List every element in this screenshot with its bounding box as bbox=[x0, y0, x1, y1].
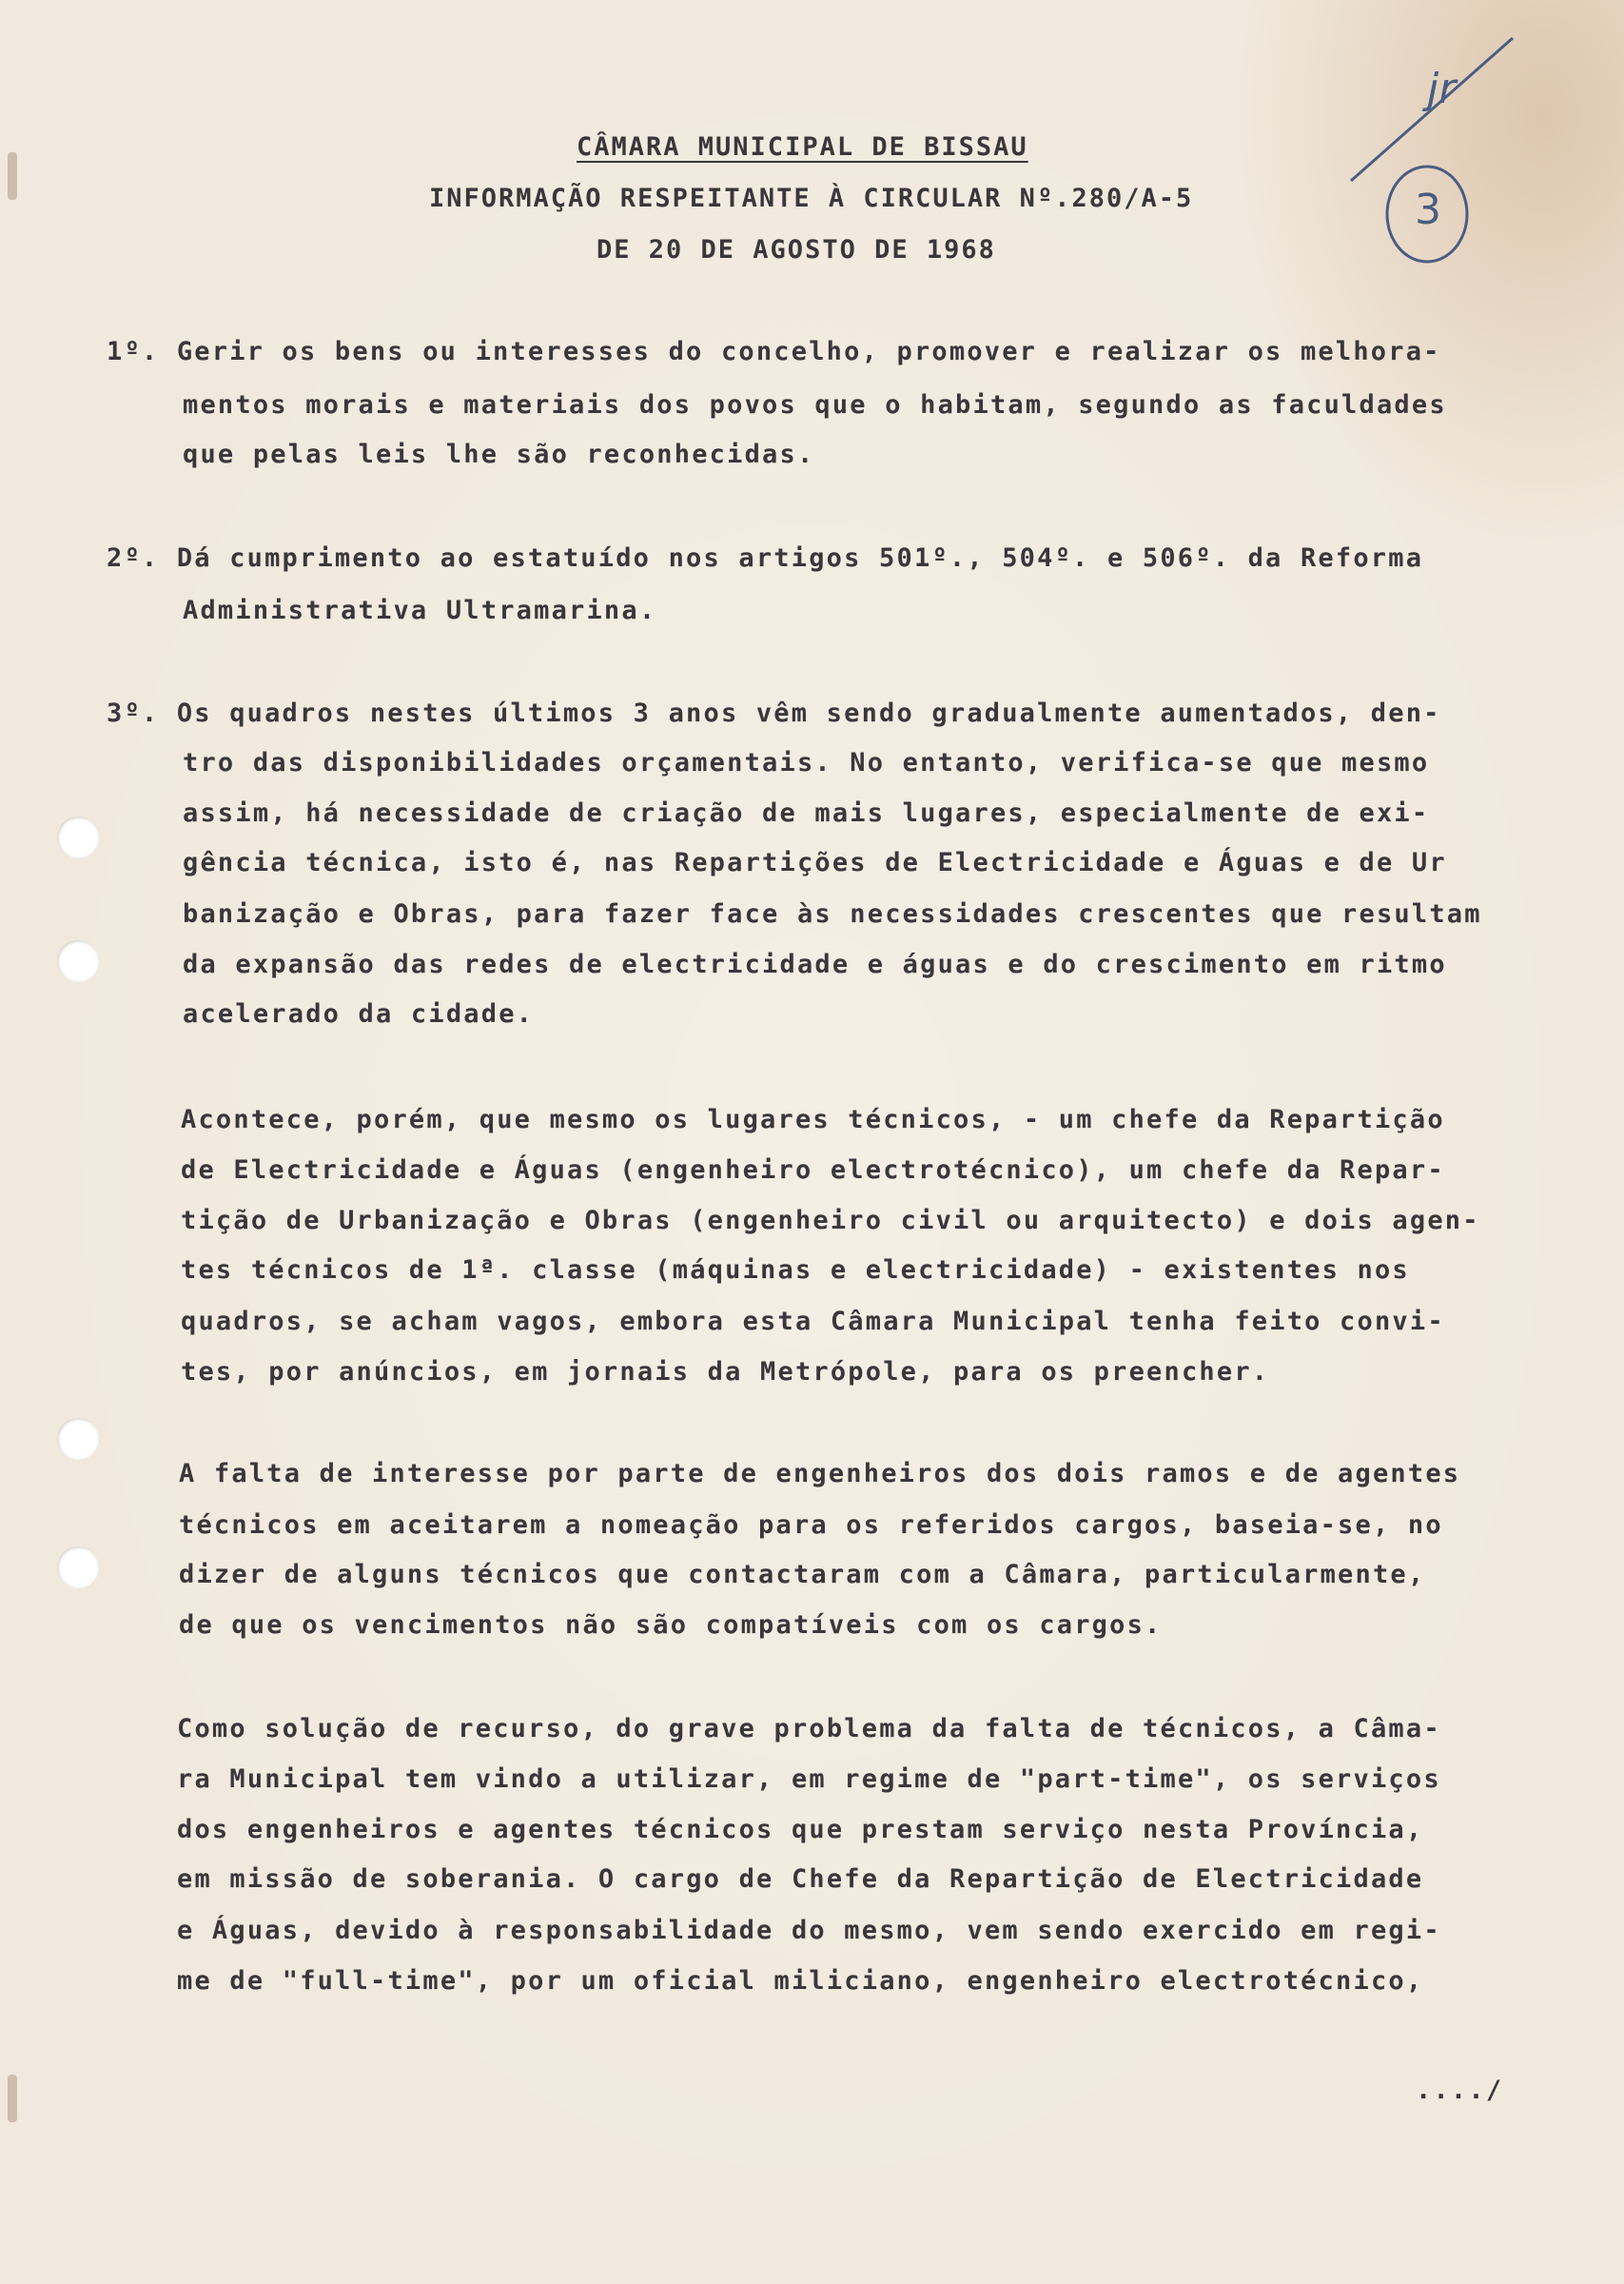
paragraph-5-line: de que os vencimentos não são compatíveis com os cargos. bbox=[179, 1610, 1163, 1640]
paragraph-4-line: quadros, se acham vagos, embora esta Câmara Municipal tenha feito convi- bbox=[181, 1307, 1445, 1336]
paragraph-5-line: técnicos em aceitarem a nomeação para os referidos cargos, baseia-se, no bbox=[179, 1510, 1443, 1540]
document-date: DE 20 DE AGOSTO DE 1968 bbox=[597, 235, 996, 265]
paragraph-4-line: tes, por anúncios, em jornais da Metrópole, para os preencher. bbox=[181, 1357, 1270, 1387]
paragraph-3-line: gência técnica, isto é, nas Repartições de Electricidade e Águas e de Ur bbox=[183, 848, 1447, 877]
punch-hole bbox=[57, 940, 99, 982]
paragraph-6-line: dos engenheiros e agentes técnicos que prestam serviço nesta Província, bbox=[177, 1815, 1424, 1844]
paragraph-3-line: banização e Obras, para fazer face às necessidades crescentes que resultam bbox=[183, 899, 1482, 929]
punch-hole bbox=[57, 1418, 99, 1460]
paragraph-1-line: mentos morais e materiais dos povos que o habitam, segundo as faculdades bbox=[183, 390, 1447, 420]
paragraph-6-line: em missão de soberania. O cargo de Chefe da Repartição de Electricidade bbox=[177, 1864, 1424, 1894]
punch-hole bbox=[57, 817, 99, 858]
paragraph-2-line: 2º. Dá cumprimento ao estatuído nos artigos 501º., 504º. e 506º. da Reforma bbox=[107, 543, 1424, 573]
paragraph-4-line: tição de Urbanização e Obras (engenheiro civil ou arquitecto) e dois agen- bbox=[181, 1206, 1480, 1235]
paragraph-2-line: Administrativa Ultramarina. bbox=[183, 596, 657, 625]
paragraph-3-line: assim, há necessidade de criação de mais lugares, especialmente de exi- bbox=[183, 798, 1430, 828]
paragraph-6-line: me de "full-time", por um oficial miliciano, engenheiro electrotécnico, bbox=[177, 1966, 1424, 1996]
paragraph-1-line: que pelas leis lhe são reconhecidas. bbox=[183, 440, 815, 469]
paragraph-4-line: de Electricidade e Águas (engenheiro electrotécnico), um chefe da Repar- bbox=[181, 1155, 1445, 1185]
paragraph-5-line: A falta de interesse por parte de engenheiros dos dois ramos e de agentes bbox=[179, 1459, 1461, 1488]
paragraph-5-line: dizer de alguns técnicos que contactaram com a Câmara, particularmente, bbox=[179, 1560, 1426, 1589]
paper-edge-mark bbox=[8, 2075, 17, 2122]
annotation-initials: jr bbox=[1427, 65, 1457, 113]
document-title: CÂMARA MUNICIPAL DE BISSAU bbox=[577, 132, 1028, 162]
paragraph-4-line: Acontece, porém, que mesmo os lugares técnicos, - um chefe da Repartição bbox=[181, 1105, 1445, 1134]
punch-hole bbox=[57, 1546, 99, 1588]
annotation-number: 3 bbox=[1415, 186, 1441, 234]
continuation-mark: ..../ bbox=[1416, 2076, 1504, 2105]
paragraph-6-line: e Águas, devido à responsabilidade do mesmo, vem sendo exercido em regi- bbox=[177, 1916, 1441, 1945]
paragraph-3-line: tro das disponibilidades orçamentais. No entanto, verifica-se que mesmo bbox=[183, 748, 1430, 778]
paragraph-4-line: tes técnicos de 1ª. classe (máquinas e electricidade) - existentes nos bbox=[181, 1255, 1410, 1285]
paragraph-1-line: 1º. Gerir os bens ou interesses do concelho, promover e realizar os melhora- bbox=[107, 337, 1441, 366]
paragraph-3-line: 3º. Os quadros nestes últimos 3 anos vêm sendo gradualmente aumentados, den- bbox=[107, 699, 1441, 728]
paragraph-3-line: da expansão das redes de electricidade e águas e do crescimento em ritmo bbox=[183, 950, 1447, 979]
paper-edge-mark bbox=[8, 152, 17, 200]
document-subtitle: INFORMAÇÃO RESPEITANTE À CIRCULAR Nº.280/A-5 bbox=[429, 184, 1194, 213]
paragraph-3-line: acelerado da cidade. bbox=[183, 999, 535, 1029]
paragraph-6-line: ra Municipal tem vindo a utilizar, em regime de "part-time", os serviços bbox=[177, 1764, 1441, 1794]
paragraph-6-line: Como solução de recurso, do grave problema da falta de técnicos, a Câma- bbox=[177, 1714, 1441, 1743]
